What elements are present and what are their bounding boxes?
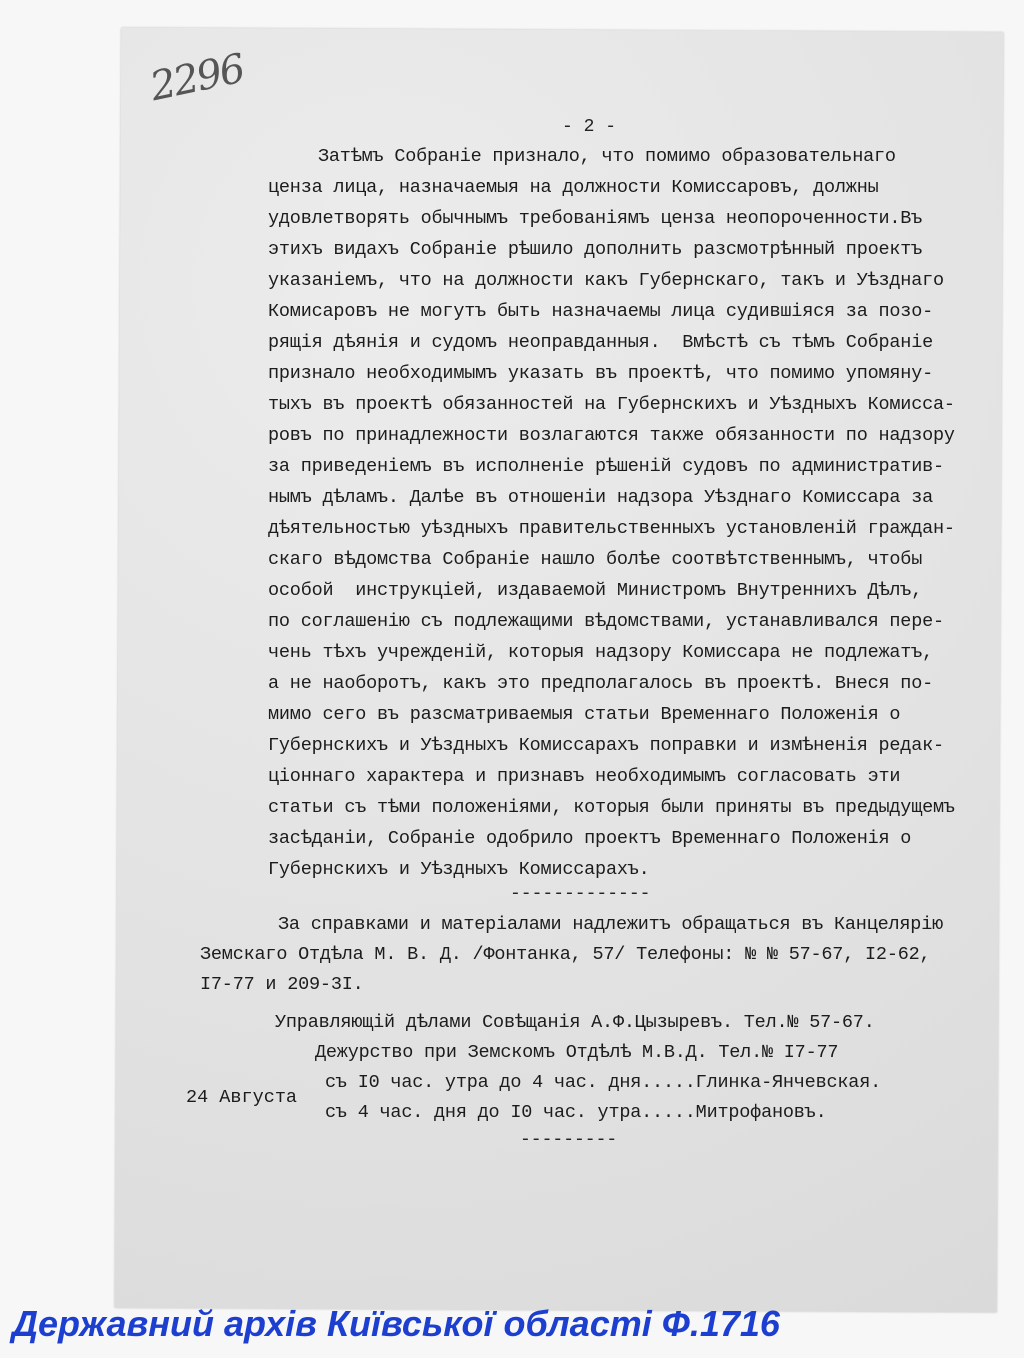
body-text-line: Губернскихъ и Уѣздныхъ Комиссарахъ поправки и измѣненiя редак- — [268, 735, 944, 756]
contact-text-line: съ I0 час. утра до 4 час. дня.....Глинка-Янчевская. — [325, 1072, 881, 1093]
page-number: - 2 - — [562, 117, 617, 137]
body-text-line: статьи съ тѣми положенiями, которыя были приняты въ предыдущемъ — [268, 797, 955, 818]
body-text-line: ценза лица, назначаемыя на должности Комиссаровъ, должны — [268, 177, 879, 198]
body-text-line: нымъ дѣламъ. Далѣе въ отношенiи надзора Уѣзднаго Комиссара за — [268, 487, 934, 508]
body-text-line: тыхъ въ проектѣ обязанностей на Губернскихъ и Уѣздныхъ Комисса- — [268, 394, 955, 415]
body-text-line: а не наоборотъ, какъ это предполагалось въ проектѣ. Внеся по- — [268, 673, 934, 694]
body-text-line: скаго вѣдомства Собранiе нашло болѣе соотвѣтственнымъ, чтобы — [268, 549, 923, 570]
duty-date: 24 Августа — [186, 1087, 298, 1108]
separator-short: --------- — [520, 1130, 618, 1150]
body-text-line: удовлетворять обычнымъ требованiямъ ценза неопороченности.Въ — [268, 208, 923, 229]
body-text-line: засѣданiи, Собранiе одобрило проектъ Временнаго Положенiя о — [268, 828, 912, 849]
body-text-line: цiоннаго характера и признавъ необходимымъ согласовать эти — [268, 766, 901, 787]
body-text-line: мимо сего въ разсматриваемыя статьи Временнаго Положенiя о — [268, 704, 901, 725]
contact-text-line: Земскаго Отдѣла М. В. Д. /Фонтанка, 57/ Телефоны: № № 57-67, I2-62, — [200, 944, 931, 965]
body-text-line: чень тѣхъ учрежденiй, которыя надзору Комиссара не подлежатъ, — [268, 642, 934, 663]
separator: ------------- — [510, 884, 651, 904]
body-text-line: особой инструкцiей, издаваемой Министромъ Внутреннихъ Дѣлъ, — [268, 580, 923, 601]
contact-text-line: Дежурство при Земскомъ Отдѣлѣ М.В.Д. Тел.№ I7-77 — [315, 1042, 839, 1063]
body-text-line: по соглашенiю съ подлежащими вѣдомствами, устанавливался пере- — [268, 611, 944, 632]
handwritten-archive-number: 2296 — [146, 45, 248, 111]
body-text-line: Губернскихъ и Уѣздныхъ Комиссарахъ. — [268, 859, 650, 880]
contact-text-line: Управляющiй дѣлами Совѣщанiя А.Ф.Цызыревъ. Тел.№ 57-67. — [275, 1012, 875, 1033]
body-text-line: рящiя дѣянiя и судомъ неоправданныя. Вмѣстѣ съ тѣмъ Собранiе — [268, 332, 934, 353]
contact-text-line: съ 4 час. дня до I0 час. утра.....Митрофановъ. — [325, 1102, 827, 1123]
contact-text-line: I7-77 и 209-3I. — [200, 974, 364, 995]
body-text-line: признало необходимымъ указать въ проектѣ, что помимо упомяну- — [268, 363, 934, 384]
archive-watermark-caption: Державний архів Київської області Ф.1716 — [12, 1303, 780, 1344]
body-text-line: Комисаровъ не могутъ быть назначаемы лица судившiяся за позо- — [268, 301, 934, 322]
body-text-line: ровъ по принадлежности возлагаются также обязанности по надзору — [268, 425, 955, 446]
contact-text-line: За справками и матерiалами надлежитъ обращаться въ Канцелярiю — [278, 914, 944, 935]
body-text-line: дѣятельностью уѣздныхъ правительственныхъ установленiй граждан- — [268, 518, 955, 539]
body-text-line: Затѣмъ Собранiе признало, что помимо образовательнаго — [318, 146, 896, 167]
body-text-line: этихъ видахъ Собранiе рѣшило дополнить разсмотрѣнный проектъ — [268, 239, 923, 260]
body-text-line: за приведенiемъ въ исполненiе рѣшенiй судовъ по административ- — [268, 456, 944, 477]
body-text-line: указанiемъ, что на должности какъ Губернскаго, такъ и Уѣзднаго — [268, 270, 944, 291]
